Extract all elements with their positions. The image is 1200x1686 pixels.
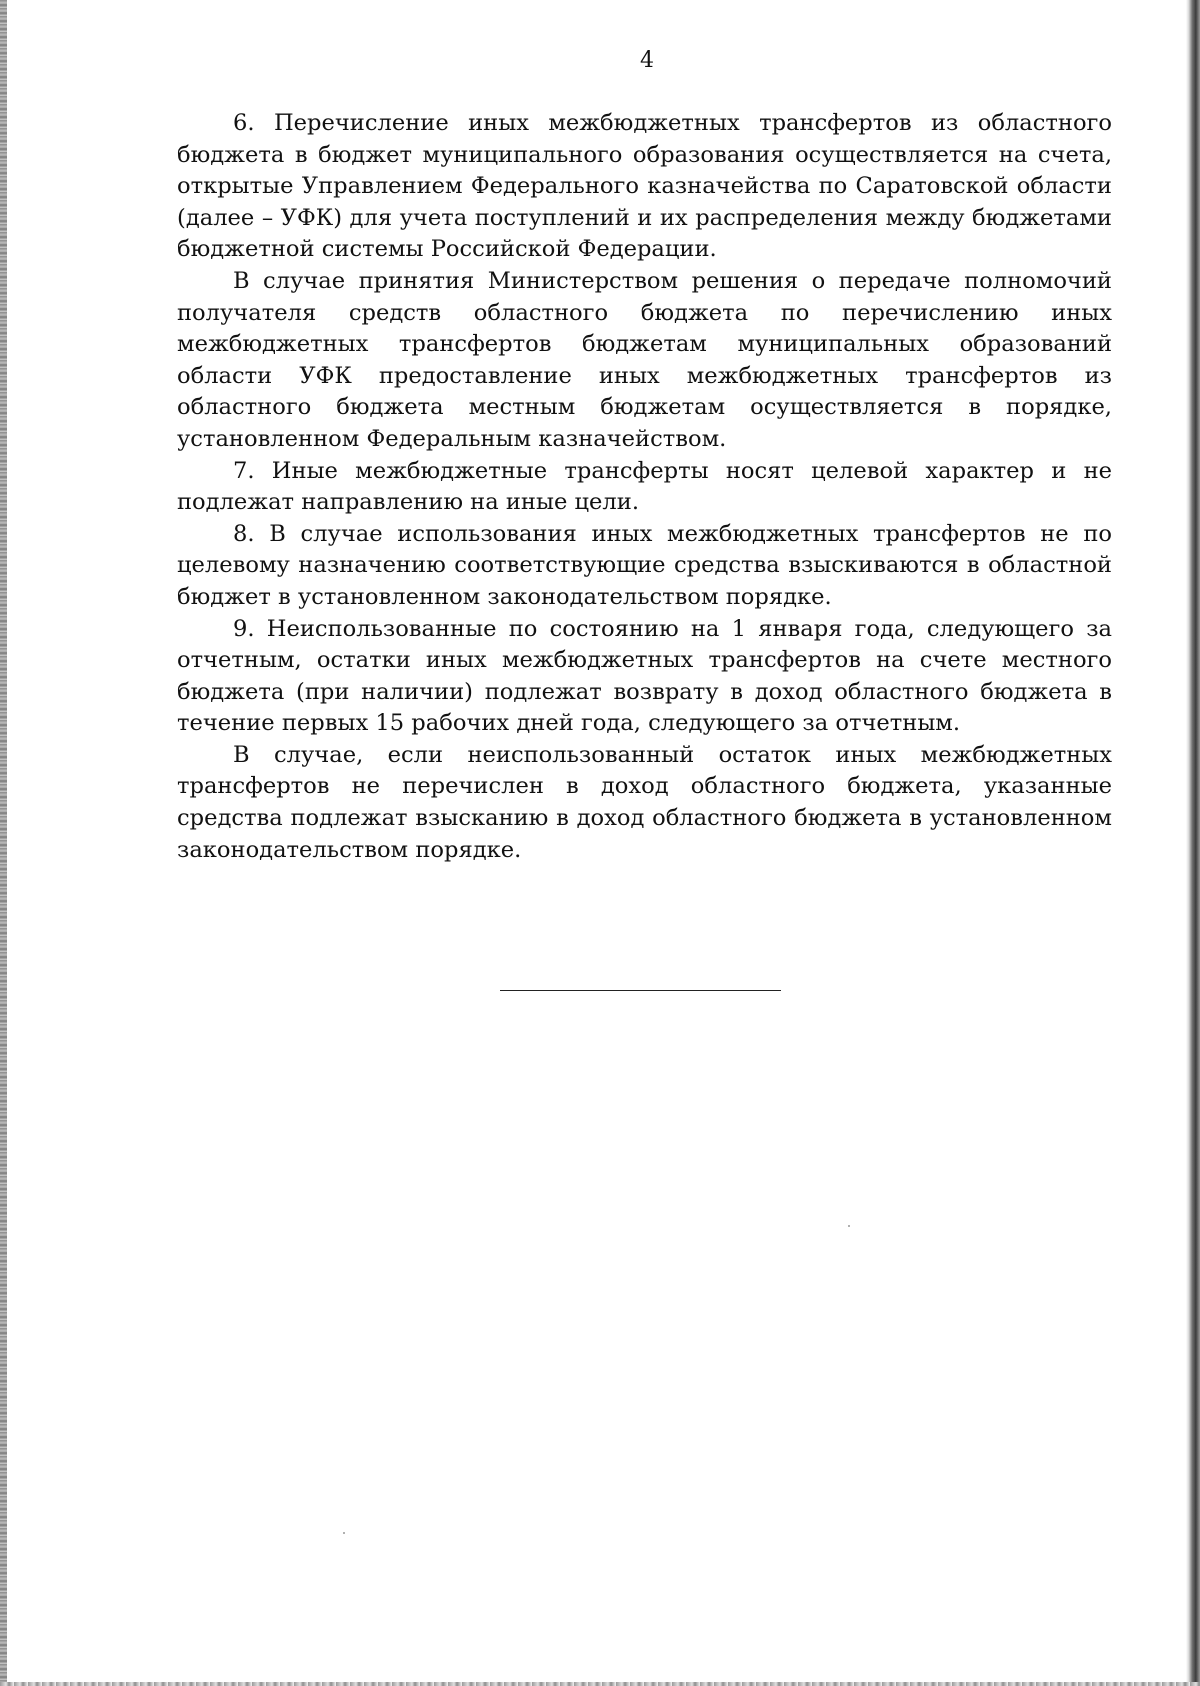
paragraph-6: 6. Перечисление иных межбюджетных трансфертов из областного бюджета в бюджет муниципального образования осуществляется на счета, открытые Управлением Федерального казначейства по Саратовской области (далее – УФК) для учета поступлений и их распределения между бюджетами бюджетной системы Российской Федерации. — [177, 110, 1112, 263]
paragraph-9-continued: В случае, если неиспользованный остаток иных межбюджетных трансфертов не перечислен в доход областного бюджета, указанные средства подлежат взысканию в доход областного бюджета в установленном законодательством порядке. — [177, 741, 1112, 863]
scan-speck — [343, 1532, 345, 1534]
scan-edge-right — [1186, 0, 1200, 1686]
scan-edge-left — [0, 0, 7, 1686]
paragraph-7: 7. Иные межбюджетные трансферты носят целевой характер и не подлежат направлению на иные цели. — [177, 457, 1112, 516]
paragraph-6-continued: В случае принятия Министерством решения о передаче полномочий получателя средств областного бюджета по перечислению иных межбюджетных трансфертов бюджетам муниципальных образований области УФК предоставление иных межбюджетных трансфертов из областного бюджета местным бюджетам осуществляется в порядке, установленном Федеральным казначейством. — [177, 267, 1112, 452]
page-number: 4 — [640, 48, 654, 73]
scan-edge-bottom — [0, 1682, 1200, 1686]
paragraph-9: 9. Неиспользованные по состоянию на 1 января года, следующего за отчетным, остатки иных межбюджетных трансфертов на счете местного бюджета (при наличии) подлежат возврату в доход областного бюджета в течение первых 15 рабочих дней года, следующего за отчетным. — [177, 615, 1112, 737]
document-body — [177, 108, 1112, 866]
paragraph-8: 8. В случае использования иных межбюджетных трансфертов не по целевому назначению соответствующие средства взыскиваются в областной бюджет в установленном законодательством порядке. — [177, 520, 1112, 610]
closing-divider-line — [500, 990, 781, 991]
scan-speck — [848, 1225, 850, 1227]
